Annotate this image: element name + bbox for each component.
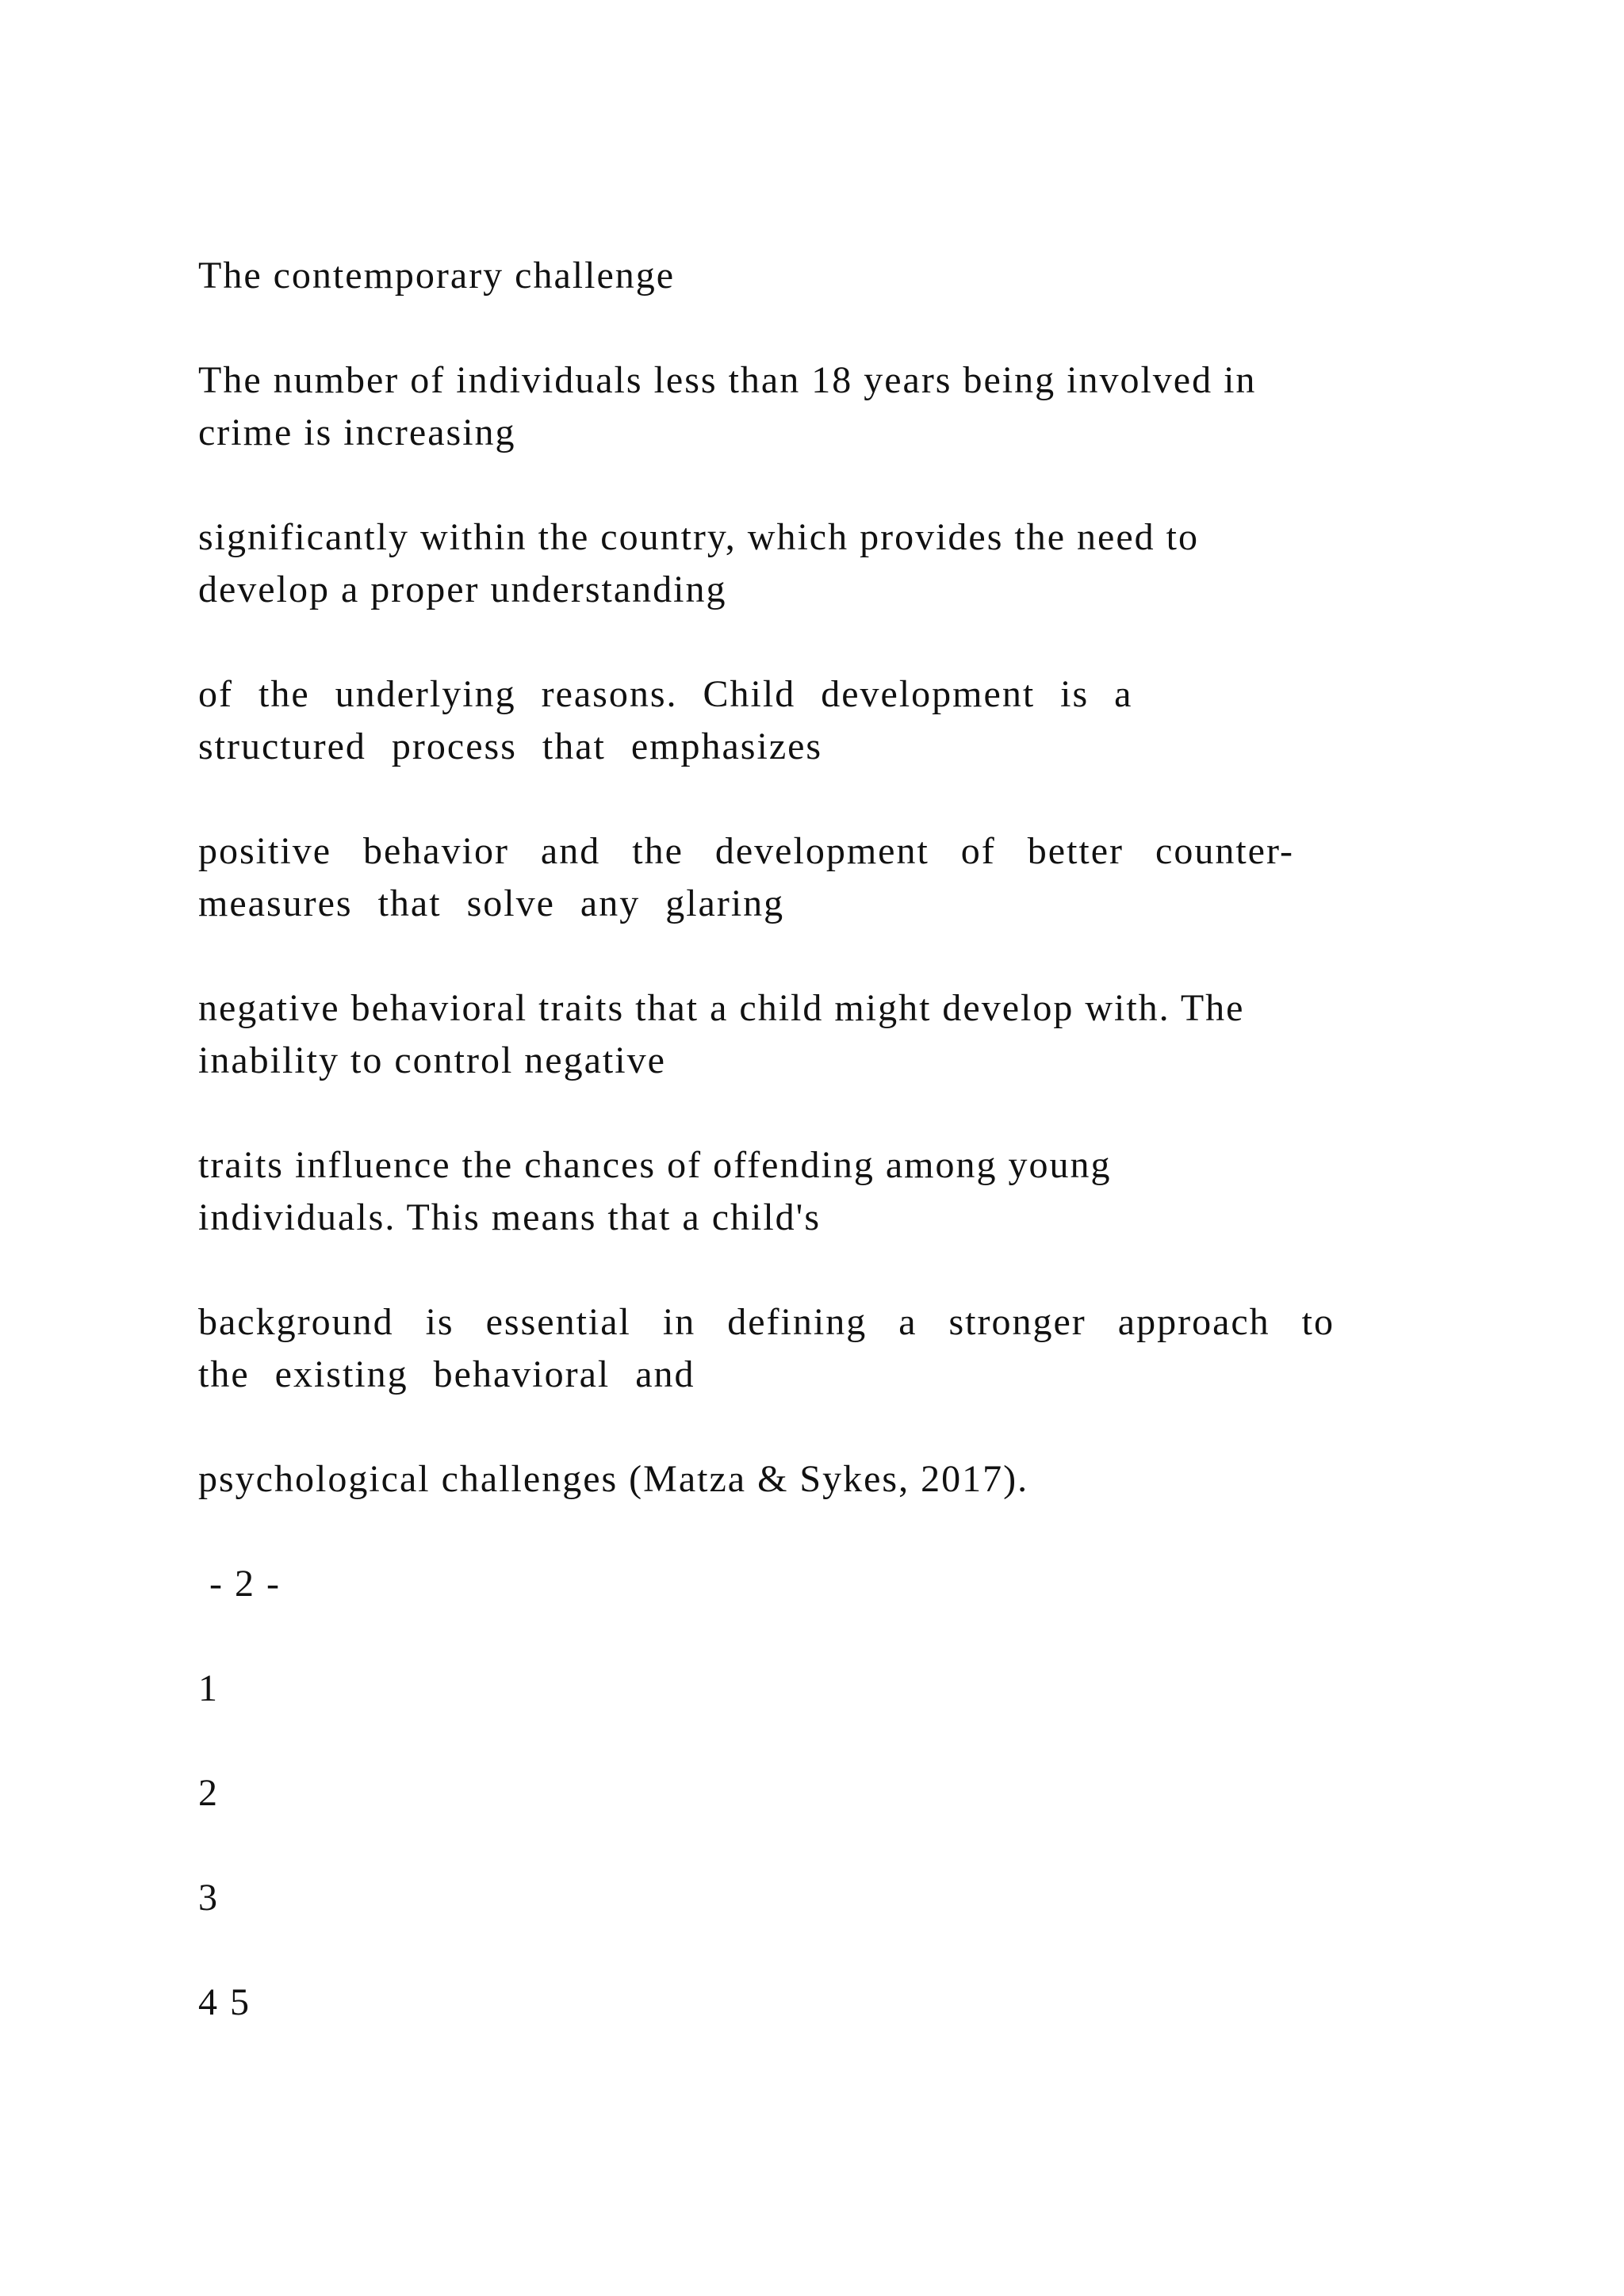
paragraph-line: negative behavioral traits that a child might develop with. The (198, 987, 1245, 1029)
paragraph-line: the existing behavioral and (198, 1353, 695, 1395)
paragraph-4 (198, 825, 1435, 930)
paragraph-line: traits influence the chances of offending among young (198, 1144, 1112, 1186)
paragraph-line: measures that solve any glaring (198, 882, 785, 924)
paragraph-line: significantly within the country, which provides the need to (198, 516, 1199, 558)
list-line-2 (198, 1767, 1435, 1820)
paragraph-line: structured process that emphasizes (198, 725, 823, 767)
paragraph-5 (198, 982, 1435, 1087)
section-heading (198, 250, 1435, 302)
page-number (198, 1558, 1435, 1610)
paragraph-line: positive behavior and the development of better counter- (198, 830, 1294, 872)
list-line: 2 (198, 1772, 219, 1814)
list-line-3 (198, 1872, 1435, 1924)
paragraph-line: of the underlying reasons. Child development is a (198, 673, 1133, 715)
paragraph-line: psychological challenges (Matza & Sykes, 2017). (198, 1458, 1029, 1500)
paragraph-line: The number of individuals less than 18 years being involved in (198, 359, 1257, 401)
paragraph-1 (198, 354, 1435, 459)
list-line-4 (198, 1976, 1435, 2029)
page-number-text: - 2 - (198, 1563, 281, 1605)
paragraph-6 (198, 1139, 1435, 1244)
heading-text: The contemporary challenge (198, 254, 676, 297)
paragraph-7 (198, 1296, 1435, 1401)
paragraph-2 (198, 511, 1435, 616)
paragraph-3 (198, 668, 1435, 773)
list-line-1 (198, 1663, 1435, 1715)
paragraph-line: inability to control negative (198, 1039, 666, 1081)
paragraph-line: individuals. This means that a child's (198, 1196, 822, 1238)
list-line: 3 (198, 1877, 219, 1919)
list-line: 4 5 (198, 1981, 251, 2023)
paragraph-line: crime is increasing (198, 411, 516, 453)
list-line: 1 (198, 1667, 219, 1709)
paragraph-line: develop a proper understanding (198, 568, 727, 610)
paragraph-8 (198, 1453, 1435, 1506)
paragraph-line: background is essential in defining a stronger approach to (198, 1301, 1335, 1343)
